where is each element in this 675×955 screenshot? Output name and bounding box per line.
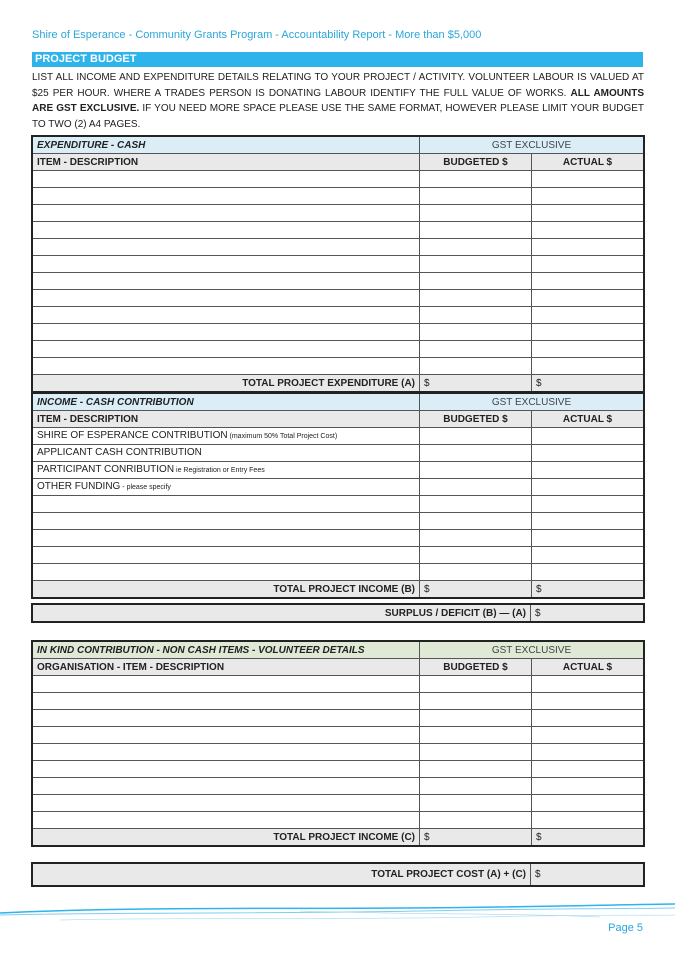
inkind-blank-row[interactable] [33, 727, 644, 744]
item-cell[interactable] [33, 761, 420, 778]
total-inkind-label: TOTAL PROJECT INCOME (C) [33, 829, 420, 846]
income-row-participant[interactable] [33, 462, 644, 479]
col-actual: ACTUAL $ [532, 659, 644, 676]
inkind-blank-row[interactable] [33, 744, 644, 761]
actual-cell[interactable] [532, 290, 644, 307]
actual-cell[interactable] [532, 445, 644, 462]
budget-cell[interactable] [420, 761, 532, 778]
income-item-other [33, 479, 420, 496]
actual-cell[interactable] [532, 547, 644, 564]
item-cell[interactable] [33, 307, 420, 324]
section-title: PROJECT BUDGET [32, 52, 643, 67]
actual-cell[interactable] [532, 744, 644, 761]
income-total-row [33, 581, 644, 598]
expenditure-total-row [33, 375, 644, 392]
item-cell[interactable] [33, 188, 420, 205]
income-item-main: OTHER FUNDING [37, 481, 121, 492]
item-cell[interactable] [33, 290, 420, 307]
surplus-label: SURPLUS / DEFICIT (B) — (A) [33, 605, 531, 622]
budget-cell[interactable] [420, 547, 532, 564]
budget-cell[interactable] [420, 256, 532, 273]
budget-cell[interactable] [420, 273, 532, 290]
budget-cell[interactable] [420, 239, 532, 256]
budget-cell[interactable] [420, 530, 532, 547]
budget-cell[interactable] [420, 676, 532, 693]
actual-cell[interactable] [532, 693, 644, 710]
inkind-blank-row[interactable] [33, 710, 644, 727]
item-cell[interactable] [33, 324, 420, 341]
inkind-blank-row[interactable] [33, 795, 644, 812]
expenditure-blank-row[interactable] [33, 324, 644, 341]
total-cost-value[interactable]: $ [531, 864, 644, 886]
income-blank-row[interactable] [33, 547, 644, 564]
total-cost-label: TOTAL PROJECT COST (A) + (C) [33, 864, 531, 886]
actual-cell[interactable] [532, 428, 644, 445]
intro-part2: IF YOU NEED MORE SPACE PLEASE USE THE SAME FORMAT, HOWEVER PLEASE LIMIT YOUR BUDGET TO TWO (2) A4 PAGES. [32, 103, 644, 130]
item-cell[interactable] [33, 778, 420, 795]
col-item-description: ITEM - DESCRIPTION [33, 154, 420, 171]
income-item-participant [33, 462, 420, 479]
income-item-shire [33, 428, 420, 445]
actual-cell[interactable] [532, 513, 644, 530]
inkind-blank-row[interactable] [33, 778, 644, 795]
actual-cell[interactable] [532, 205, 644, 222]
item-cell[interactable] [33, 795, 420, 812]
item-cell[interactable] [33, 222, 420, 239]
col-budgeted: BUDGETED $ [420, 659, 532, 676]
budget-cell[interactable] [420, 513, 532, 530]
inkind-title: IN KIND CONTRIBUTION - NON CASH ITEMS - VOLUNTEER DETAILS [33, 642, 420, 659]
budget-cell[interactable] [420, 462, 532, 479]
page-number: Page 5 [608, 922, 643, 934]
item-cell[interactable] [33, 341, 420, 358]
actual-cell[interactable] [532, 812, 644, 829]
col-item-description: ITEM - DESCRIPTION [33, 411, 420, 428]
col-budgeted: BUDGETED $ [420, 411, 532, 428]
actual-cell[interactable] [532, 479, 644, 496]
expenditure-blank-row[interactable] [33, 307, 644, 324]
expenditure-blank-row[interactable] [33, 358, 644, 375]
actual-cell[interactable] [532, 710, 644, 727]
total-inkind-budget[interactable]: $ [420, 829, 532, 846]
income-blank-row[interactable] [33, 564, 644, 581]
actual-cell[interactable] [532, 222, 644, 239]
budget-cell[interactable] [420, 812, 532, 829]
document-header: Shire of Esperance - Community Grants Program - Accountability Report - More than $5,000 [32, 29, 482, 41]
col-budgeted: BUDGETED $ [420, 154, 532, 171]
actual-cell[interactable] [532, 358, 644, 375]
inkind-total-row [33, 829, 644, 846]
actual-cell[interactable] [532, 188, 644, 205]
income-title-row [33, 394, 644, 411]
actual-cell[interactable] [532, 307, 644, 324]
intro-text [32, 70, 644, 132]
col-actual: ACTUAL $ [532, 411, 644, 428]
total-cost-table [32, 863, 644, 886]
item-cell[interactable] [33, 727, 420, 744]
inkind-header-row [33, 659, 644, 676]
actual-cell[interactable] [532, 324, 644, 341]
income-item-main: SHIRE OF ESPERANCE CONTRIBUTION [37, 430, 228, 441]
income-row-other[interactable] [33, 479, 644, 496]
expenditure-blank-row[interactable] [33, 239, 644, 256]
budget-cell[interactable] [420, 693, 532, 710]
inkind-blank-row[interactable] [33, 693, 644, 710]
item-cell[interactable] [33, 676, 420, 693]
item-cell[interactable] [33, 171, 420, 188]
income-item-note: (maximum 50% Total Project Cost) [227, 433, 338, 440]
inkind-blank-row[interactable] [33, 761, 644, 778]
budget-cell[interactable] [420, 795, 532, 812]
expenditure-header-row [33, 154, 644, 171]
total-income-budget[interactable]: $ [420, 581, 532, 598]
income-item-note: - please specify [120, 484, 171, 491]
expenditure-blank-row[interactable] [33, 290, 644, 307]
income-item-applicant [33, 445, 420, 462]
item-cell[interactable] [33, 496, 420, 513]
budget-cell[interactable] [420, 428, 532, 445]
total-inkind-actual[interactable]: $ [532, 829, 644, 846]
expenditure-blank-row[interactable] [33, 205, 644, 222]
expenditure-blank-row[interactable] [33, 171, 644, 188]
total-expenditure-actual[interactable]: $ [532, 375, 644, 392]
item-cell[interactable] [33, 205, 420, 222]
budget-cell[interactable] [420, 778, 532, 795]
surplus-table [32, 604, 644, 622]
expenditure-title: EXPENDITURE - CASH [33, 137, 420, 154]
actual-cell[interactable] [532, 727, 644, 744]
total-expenditure-budget[interactable]: $ [420, 375, 532, 392]
budget-cell[interactable] [420, 324, 532, 341]
item-cell[interactable] [33, 710, 420, 727]
actual-cell[interactable] [532, 795, 644, 812]
item-cell[interactable] [33, 744, 420, 761]
budget-cell[interactable] [420, 496, 532, 513]
income-header-row [33, 411, 644, 428]
inkind-gst-label: GST EXCLUSIVE [420, 642, 644, 659]
actual-cell[interactable] [532, 256, 644, 273]
income-row-shire[interactable] [33, 428, 644, 445]
total-income-actual[interactable]: $ [532, 581, 644, 598]
income-title: INCOME - CASH CONTRIBUTION [33, 394, 420, 411]
actual-cell[interactable] [532, 676, 644, 693]
actual-cell[interactable] [532, 462, 644, 479]
expenditure-blank-row[interactable] [33, 256, 644, 273]
income-item-main: PARTICIPANT CONRIBUTION [37, 464, 175, 475]
item-cell[interactable] [33, 693, 420, 710]
budget-cell[interactable] [420, 171, 532, 188]
expenditure-table [32, 136, 644, 392]
expenditure-blank-row[interactable] [33, 341, 644, 358]
actual-cell[interactable] [532, 273, 644, 290]
expenditure-blank-row[interactable] [33, 188, 644, 205]
actual-cell[interactable] [532, 778, 644, 795]
income-blank-row[interactable] [33, 530, 644, 547]
total-cost-row [33, 864, 644, 886]
item-cell[interactable] [33, 530, 420, 547]
inkind-blank-row[interactable] [33, 812, 644, 829]
expenditure-blank-row[interactable] [33, 222, 644, 239]
budget-cell[interactable] [420, 188, 532, 205]
actual-cell[interactable] [532, 530, 644, 547]
col-org-item-description: ORGANISATION - ITEM - DESCRIPTION [33, 659, 420, 676]
actual-cell[interactable] [532, 239, 644, 256]
income-blank-row[interactable] [33, 496, 644, 513]
inkind-table [32, 641, 644, 846]
item-cell[interactable] [33, 812, 420, 829]
col-actual: ACTUAL $ [532, 154, 644, 171]
budget-cell[interactable] [420, 358, 532, 375]
budget-cell[interactable] [420, 744, 532, 761]
budget-cell[interactable] [420, 445, 532, 462]
budget-cell[interactable] [420, 307, 532, 324]
budget-cell[interactable] [420, 290, 532, 307]
budget-cell[interactable] [420, 222, 532, 239]
item-cell[interactable] [33, 256, 420, 273]
budget-cell[interactable] [420, 727, 532, 744]
item-cell[interactable] [33, 547, 420, 564]
footer-wave-decoration [0, 895, 675, 925]
budget-cell[interactable] [420, 205, 532, 222]
item-cell[interactable] [33, 273, 420, 290]
expenditure-gst-label: GST EXCLUSIVE [420, 137, 644, 154]
item-cell[interactable] [33, 358, 420, 375]
income-table [32, 393, 644, 598]
total-income-label: TOTAL PROJECT INCOME (B) [33, 581, 420, 598]
inkind-blank-row[interactable] [33, 676, 644, 693]
income-row-applicant[interactable] [33, 445, 644, 462]
income-blank-row[interactable] [33, 513, 644, 530]
item-cell[interactable] [33, 513, 420, 530]
actual-cell[interactable] [532, 564, 644, 581]
budget-cell[interactable] [420, 710, 532, 727]
income-item-note: ie Registration or Entry Fees [174, 467, 265, 474]
intro-bold: ALL AMOUNTS ARE GST EXCLUSIVE. [32, 87, 644, 114]
budget-cell[interactable] [420, 479, 532, 496]
item-cell[interactable] [33, 564, 420, 581]
surplus-value[interactable]: $ [531, 605, 644, 622]
inkind-title-row [33, 642, 644, 659]
total-expenditure-label: TOTAL PROJECT EXPENDITURE (A) [33, 375, 420, 392]
actual-cell[interactable] [532, 341, 644, 358]
intro-part1: LIST ALL INCOME AND EXPENDITURE DETAILS RELATING TO YOUR PROJECT / ACTIVITY. VOLUNTEER LABOUR IS VALUED AT $25 PER HOUR. WHERE A TRADES PERSON IS DONATING LABOUR IDENTIFY THE FULL VALUE OF WORKS. [32, 72, 644, 99]
actual-cell[interactable] [532, 761, 644, 778]
item-cell[interactable] [33, 239, 420, 256]
income-item-main: APPLICANT CASH CONTRIBUTION [37, 447, 202, 458]
budget-cell[interactable] [420, 564, 532, 581]
expenditure-title-row [33, 137, 644, 154]
actual-cell[interactable] [532, 171, 644, 188]
actual-cell[interactable] [532, 496, 644, 513]
expenditure-blank-row[interactable] [33, 273, 644, 290]
budget-cell[interactable] [420, 341, 532, 358]
surplus-row [33, 605, 644, 622]
income-gst-label: GST EXCLUSIVE [420, 394, 644, 411]
